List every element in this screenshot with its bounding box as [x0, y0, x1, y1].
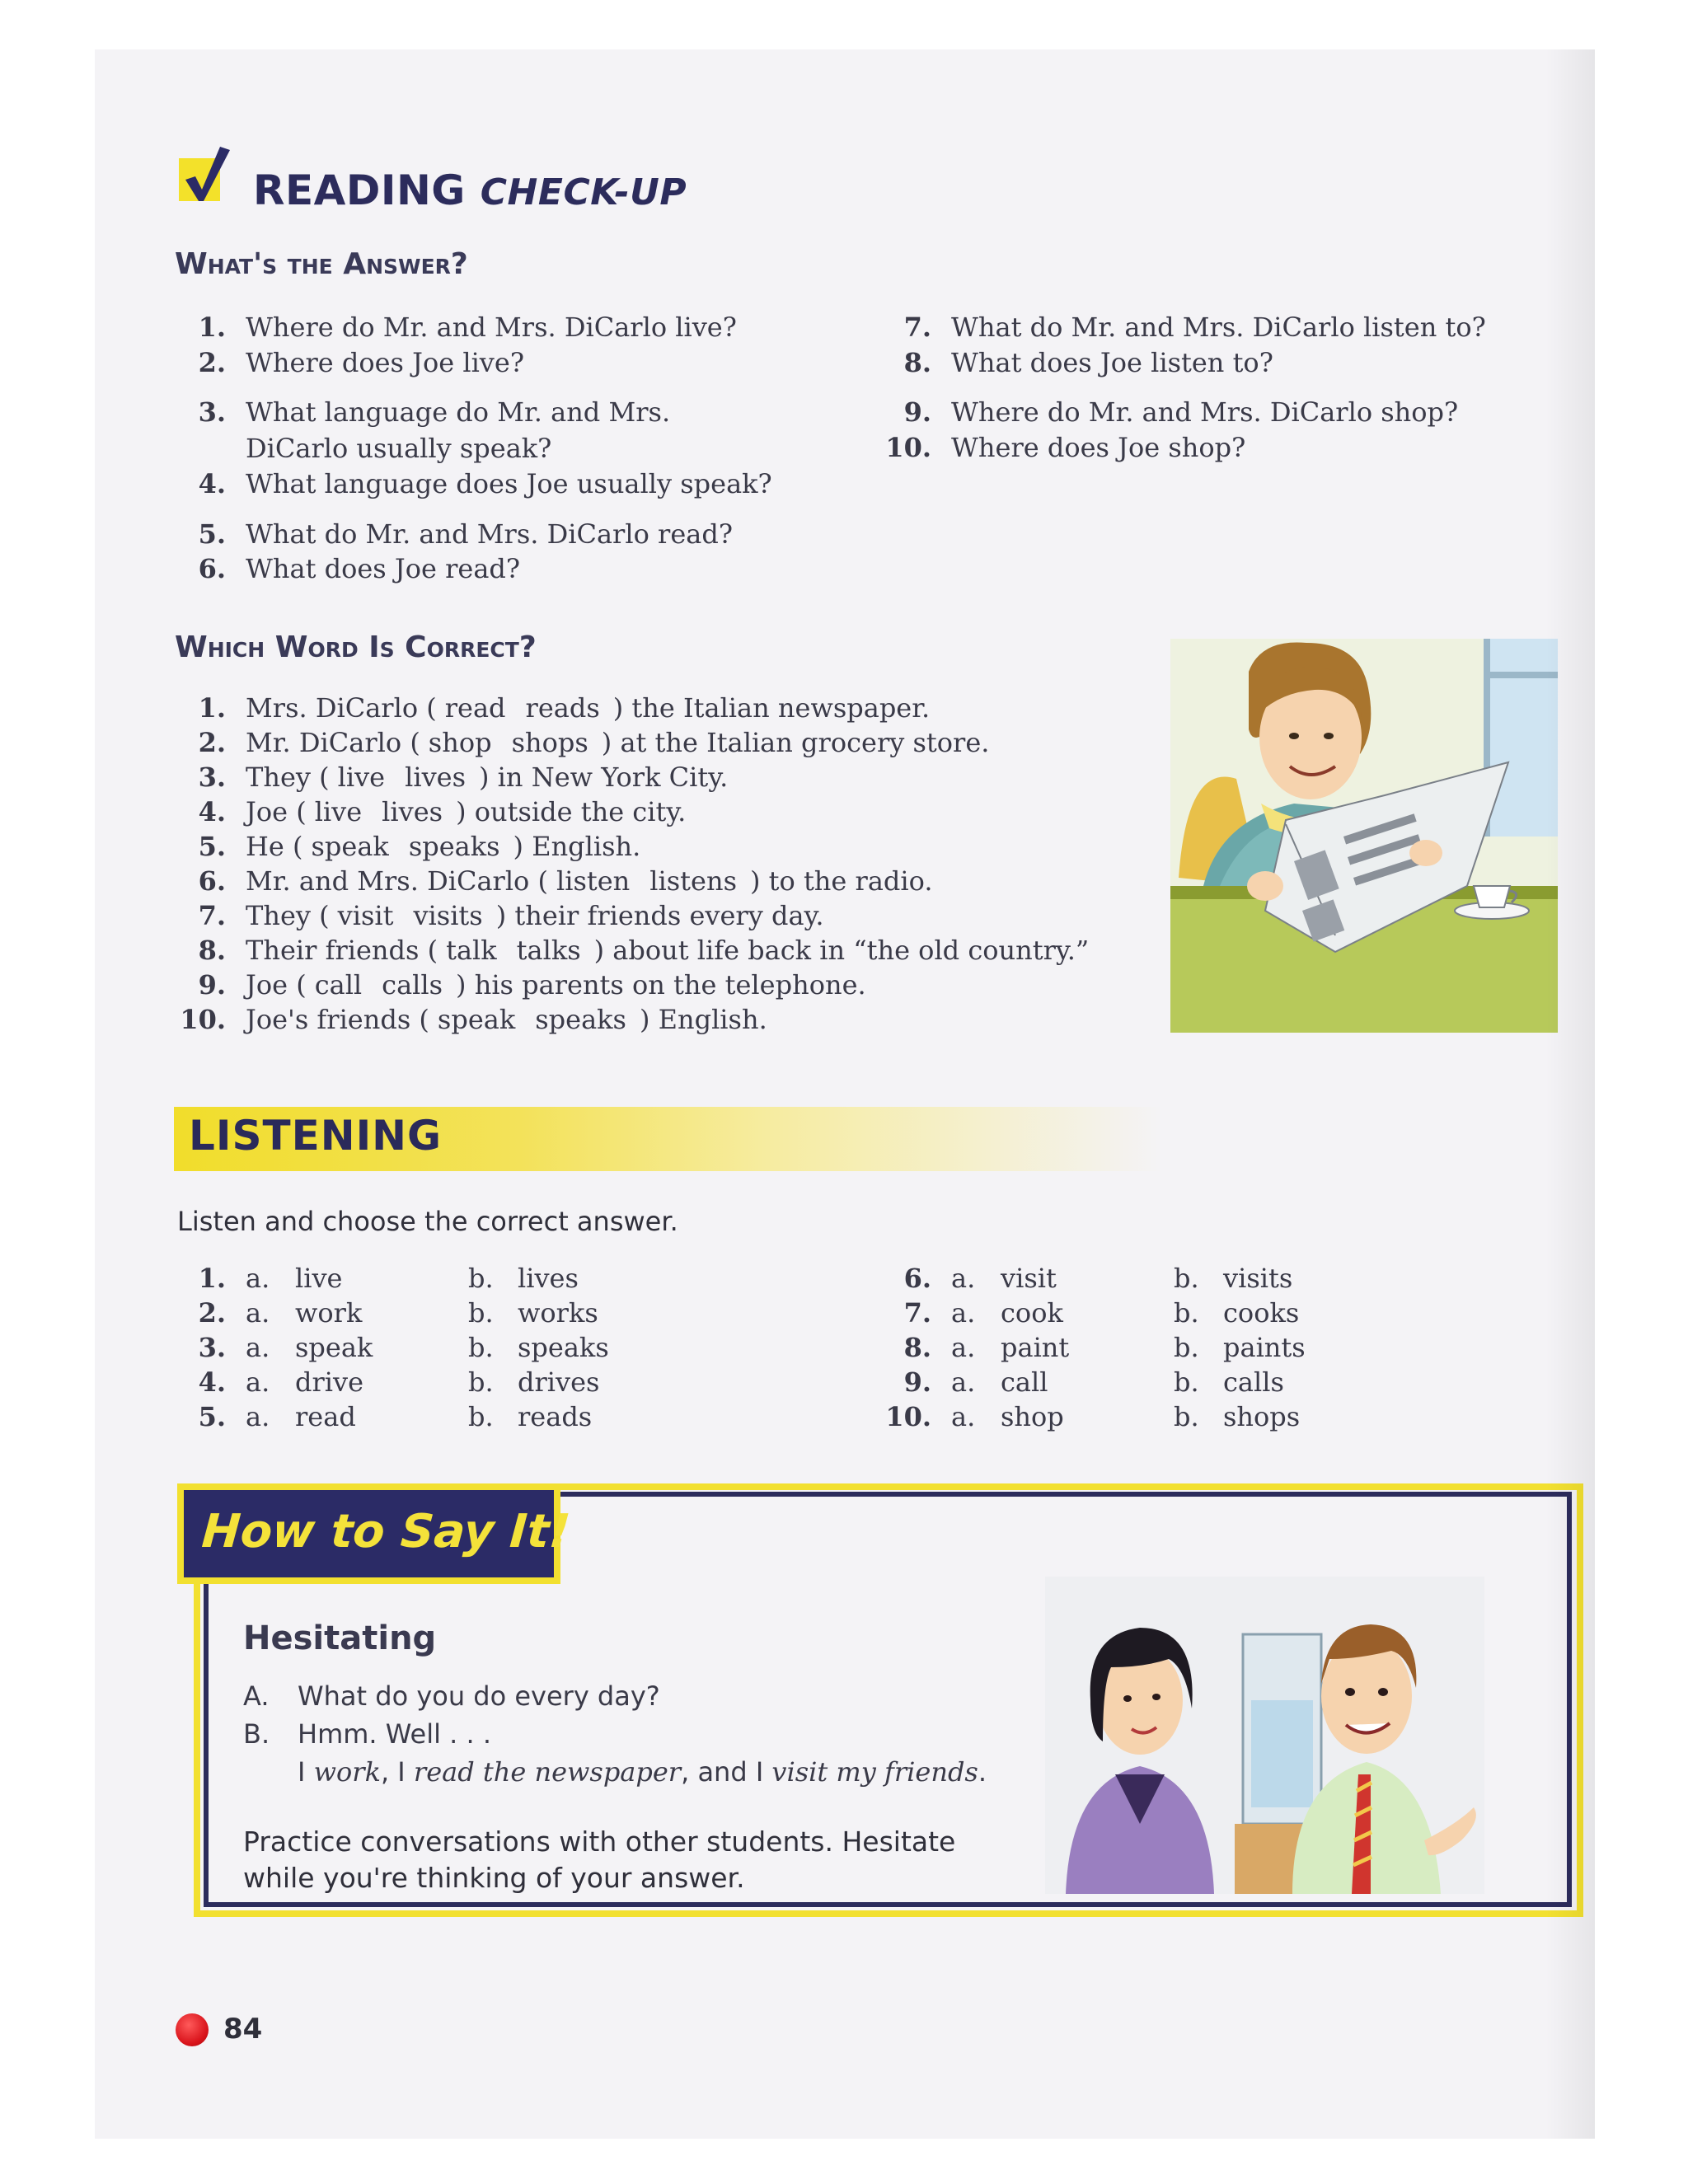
listening-option-b[interactable]: visits — [1223, 1263, 1293, 1294]
hesitating-subtitle: Hesitating — [243, 1619, 437, 1657]
listening-option-a[interactable]: cook — [1001, 1297, 1063, 1329]
choice-item-8: 8. Their friends ( talk talks ) about life back in “the old country.” — [198, 935, 1090, 966]
listening-item-4: 4. a. drive b. drives — [198, 1366, 600, 1398]
listening-banner — [174, 1107, 1163, 1171]
choice-option-a[interactable]: speak — [437, 1004, 516, 1035]
listening-item-1: 1. a. live b. lives — [198, 1263, 579, 1294]
dialog-line-b: B. Hmm. Well . . . — [243, 1718, 492, 1750]
which-word-heading: Which Word Is Correct? — [175, 630, 537, 664]
how-to-say-it-title: How to Say It! — [199, 1505, 573, 1558]
question-5: 5. What do Mr. and Mrs. DiCarlo read? — [198, 518, 733, 550]
listening-option-a[interactable]: visit — [1001, 1263, 1057, 1294]
section-title: READING CHECK-UP — [253, 166, 687, 214]
question-9: 9. Where do Mr. and Mrs. DiCarlo shop? — [903, 396, 1459, 428]
choice-option-b[interactable]: visits — [413, 900, 483, 931]
question-7: 7. What do Mr. and Mrs. DiCarlo listen to? — [903, 312, 1486, 343]
listening-option-a[interactable]: read — [295, 1401, 356, 1432]
question-8: 8. What does Joe listen to? — [903, 347, 1273, 378]
choice-option-a[interactable]: call — [314, 969, 363, 1001]
choice-option-b[interactable]: calls — [382, 969, 443, 1001]
listening-option-a[interactable]: speak — [295, 1332, 373, 1363]
choice-option-a[interactable]: shop — [428, 727, 492, 758]
page-number: 84 — [223, 2013, 263, 2046]
listening-option-b[interactable]: speaks — [518, 1332, 609, 1363]
textbook-page — [95, 49, 1595, 2139]
listening-option-b[interactable]: works — [518, 1297, 598, 1329]
whats-answer-heading: What's the Answer? — [175, 247, 468, 281]
how-to-say-it-title-box — [177, 1483, 573, 1584]
choice-option-a[interactable]: live — [314, 796, 363, 827]
choice-option-a[interactable]: visit — [337, 900, 394, 931]
choice-item-3: 3. They ( live lives ) in New York City. — [198, 762, 729, 793]
choice-option-b[interactable]: reads — [525, 692, 600, 724]
listening-item-9: 9. a. call b. calls — [903, 1366, 1284, 1398]
dialog-line-b-continued: I work, I read the newspaper, and I visit my friends. — [298, 1756, 987, 1788]
coworkers-conversation-illustration — [1045, 1577, 1484, 1894]
dialog-line-a: A. What do you do every day? — [243, 1680, 660, 1712]
practice-instructions: Practice conversations with other students. Hesitate while you're thinking of your answer. — [243, 1825, 956, 1894]
choice-option-a[interactable]: talk — [446, 935, 497, 966]
listening-option-b[interactable]: shops — [1223, 1401, 1301, 1432]
listening-option-b[interactable]: cooks — [1223, 1297, 1300, 1329]
choice-item-5: 5. He ( speak speaks ) English. — [198, 831, 641, 862]
choice-option-b[interactable]: talks — [516, 935, 581, 966]
listening-option-b[interactable]: calls — [1223, 1366, 1284, 1398]
listening-option-a[interactable]: shop — [1001, 1401, 1064, 1432]
choice-item-4: 4. Joe ( live lives ) outside the city. — [198, 796, 687, 827]
listening-instructions: Listen and choose the correct answer. — [177, 1206, 678, 1237]
listening-item-6: 6. a. visit b. visits — [903, 1263, 1293, 1294]
choice-option-b[interactable]: speaks — [535, 1004, 626, 1035]
listening-option-b[interactable]: reads — [518, 1401, 593, 1432]
listening-item-8: 8. a. paint b. paints — [903, 1332, 1306, 1363]
question-2: 2. Where does Joe live? — [198, 347, 524, 378]
listening-item-2: 2. a. work b. works — [198, 1297, 598, 1329]
listening-title: LISTENING — [189, 1112, 443, 1160]
choice-option-a[interactable]: live — [337, 762, 386, 793]
choice-option-b[interactable]: speaks — [408, 831, 500, 862]
choice-option-b[interactable]: listens — [649, 865, 737, 897]
listening-option-a[interactable]: live — [295, 1263, 343, 1294]
listening-option-a[interactable]: call — [1001, 1366, 1048, 1398]
choice-option-b[interactable]: lives — [382, 796, 443, 827]
listening-option-a[interactable]: drive — [295, 1366, 364, 1398]
listening-option-b[interactable]: lives — [518, 1263, 579, 1294]
listening-item-3: 3. a. speak b. speaks — [198, 1332, 609, 1363]
choice-item-9: 9. Joe ( call calls ) his parents on the telephone. — [198, 969, 866, 1001]
choice-item-1: 1. Mrs. DiCarlo ( read reads ) the Italian newspaper. — [198, 692, 931, 724]
choice-item-10: 10. Joe's friends ( speak speaks ) English. — [180, 1004, 767, 1035]
choice-item-7: 7. They ( visit visits ) their friends every day. — [198, 900, 824, 931]
question-4: 4. What language does Joe usually speak? — [198, 468, 772, 499]
listening-item-7: 7. a. cook b. cooks — [903, 1297, 1300, 1329]
question-10: 10. Where does Joe shop? — [885, 432, 1246, 463]
listening-option-b[interactable]: drives — [518, 1366, 600, 1398]
listening-option-b[interactable]: paints — [1223, 1332, 1306, 1363]
choice-option-a[interactable]: speak — [311, 831, 389, 862]
question-3: 3. What language do Mr. and Mrs. DiCarlo usually speak? — [198, 396, 671, 464]
choice-option-b[interactable]: lives — [405, 762, 467, 793]
page-number-dot-icon — [176, 2013, 209, 2046]
listening-item-5: 5. a. read b. reads — [198, 1401, 593, 1432]
choice-item-6: 6. Mr. and Mrs. DiCarlo ( listen listens ) to the radio. — [198, 865, 933, 897]
choice-option-a[interactable]: read — [444, 692, 506, 724]
listening-option-a[interactable]: paint — [1001, 1332, 1070, 1363]
listening-item-10: 10. a. shop b. shops — [885, 1401, 1301, 1432]
choice-option-a[interactable]: listen — [556, 865, 631, 897]
checkmark-icon — [179, 158, 220, 201]
question-6: 6. What does Joe read? — [198, 553, 521, 584]
choice-item-2: 2. Mr. DiCarlo ( shop shops ) at the Italian grocery store. — [198, 727, 990, 758]
question-1: 1. Where do Mr. and Mrs. DiCarlo live? — [198, 312, 737, 343]
woman-reading-newspaper-illustration — [1170, 639, 1558, 1033]
listening-option-a[interactable]: work — [295, 1297, 363, 1329]
choice-option-b[interactable]: shops — [511, 727, 588, 758]
